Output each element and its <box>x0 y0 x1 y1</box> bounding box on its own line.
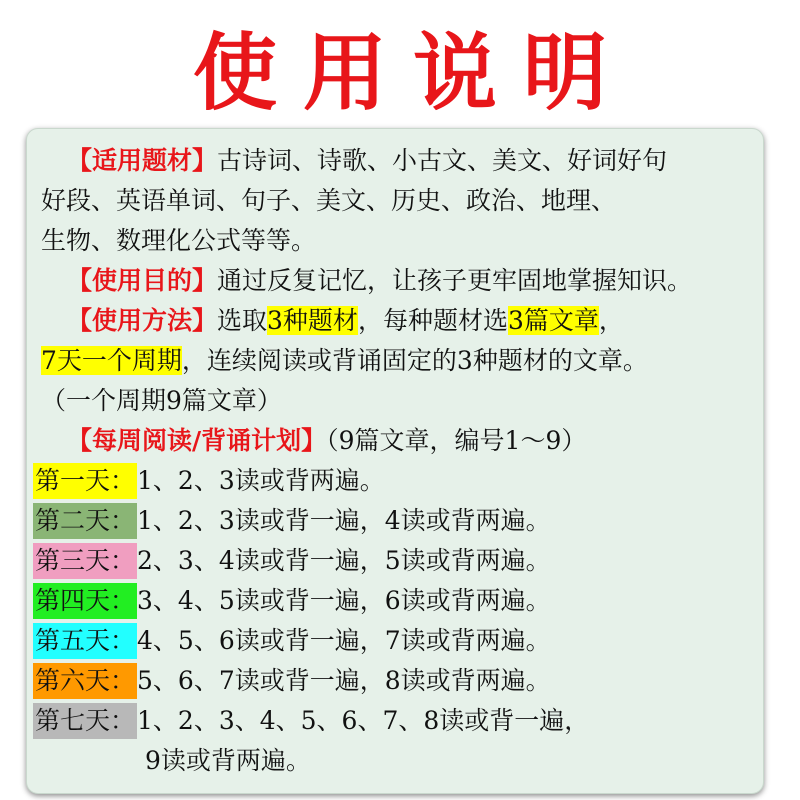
method-pre: 选取 <box>217 306 268 335</box>
instructions-card <box>26 128 764 794</box>
day-1-text: 1、2、3读或背两遍。 <box>137 466 385 495</box>
method-label: 【使用方法】 <box>67 306 218 335</box>
day-4-text: 3、4、5读或背一遍，6读或背两遍。 <box>137 586 551 615</box>
day-1-label: 第一天： <box>33 463 137 499</box>
day-row-7-cont <box>145 743 311 779</box>
day-5-text: 4、5、6读或背一遍，7读或背两遍。 <box>137 626 551 655</box>
page-title: 使用说明 <box>192 24 633 122</box>
day-3-text: 2、3、4读或背一遍，5读或背两遍。 <box>137 546 551 575</box>
method-line-2-rest: ，连续阅读或背诵固定的3种题材的文章。 <box>181 346 648 375</box>
method-highlight-topics: 3种题材 <box>267 306 358 335</box>
method-highlight-cycle: 7天一个周期 <box>41 346 182 375</box>
day-row-1 <box>33 463 385 499</box>
day-4-label: 第四天： <box>33 583 137 619</box>
method-line-2 <box>41 343 648 379</box>
day-row-2 <box>33 503 551 539</box>
method-line-3 <box>41 383 282 419</box>
day-row-7 <box>33 703 589 739</box>
method-highlight-articles: 3篇文章 <box>507 306 599 335</box>
day-row-5 <box>33 623 551 659</box>
applicable-text-1: 古诗词、诗歌、小古文、美文、好词好句 <box>217 146 668 175</box>
applicable-line-1 <box>67 143 667 179</box>
day-7-label: 第七天： <box>33 703 137 739</box>
day-7-text-cont: 9读或背两遍。 <box>145 746 311 775</box>
day-5-label: 第五天： <box>33 623 137 659</box>
day-row-6 <box>33 663 551 699</box>
method-mid: ，每种题材选 <box>357 306 508 335</box>
day-row-3 <box>33 543 551 579</box>
applicable-line-3 <box>41 223 316 259</box>
day-2-text: 1、2、3读或背一遍，4读或背两遍。 <box>137 506 551 535</box>
applicable-text-3: 生物、数理化公式等等。 <box>41 226 317 255</box>
purpose-text: 通过反复记忆，让孩子更牢固地掌握知识。 <box>217 266 693 295</box>
method-line-1 <box>67 303 624 339</box>
applicable-label: 【适用题材】 <box>67 146 218 175</box>
day-2-label: 第二天： <box>33 503 137 539</box>
method-end: ， <box>598 306 624 335</box>
purpose-label: 【使用目的】 <box>67 266 218 295</box>
purpose-line <box>67 263 692 299</box>
plan-line <box>67 423 586 459</box>
day-6-label: 第六天： <box>33 663 137 699</box>
plan-note: （9篇文章，编号1～9） <box>326 426 587 455</box>
applicable-text-2: 好段、英语单词、句子、美文、历史、政治、地理、 <box>41 186 617 215</box>
day-row-4 <box>33 583 551 619</box>
method-cycle-note: （一个周期9篇文章） <box>41 386 282 415</box>
applicable-line-2 <box>41 183 616 219</box>
day-7-text: 1、2、3、4、5、6、7、8读或背一遍， <box>137 706 590 735</box>
plan-label: 【每周阅读/背诵计划】 <box>67 426 327 455</box>
day-6-text: 5、6、7读或背一遍，8读或背两遍。 <box>137 666 551 695</box>
day-3-label: 第三天： <box>33 543 137 579</box>
